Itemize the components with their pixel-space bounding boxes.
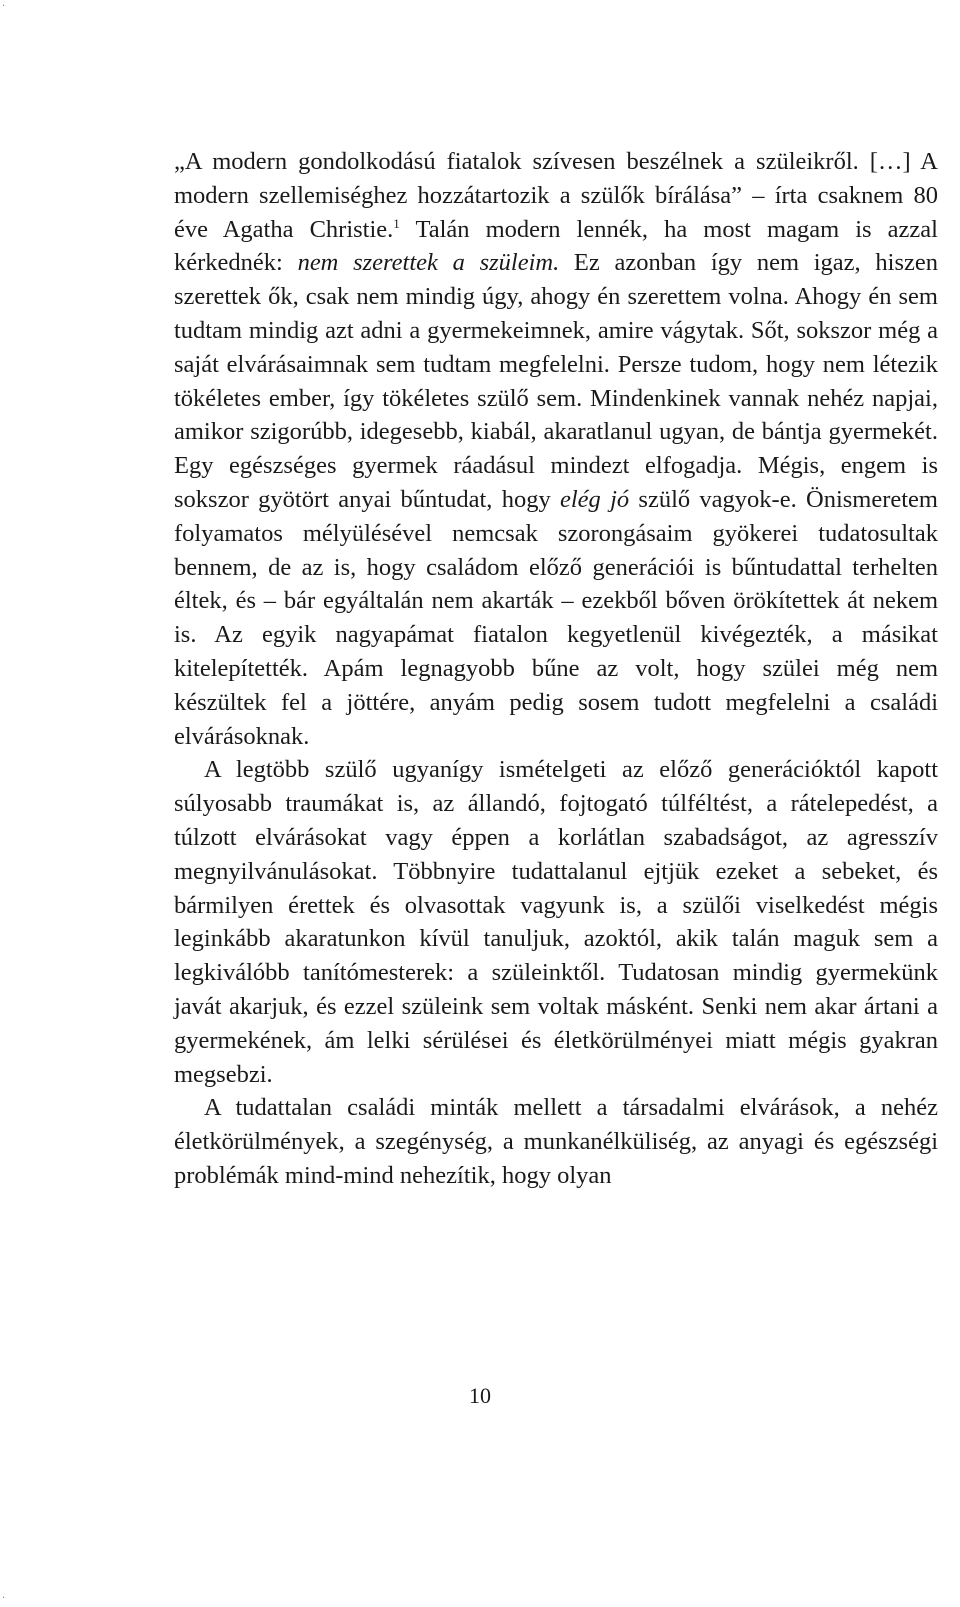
paragraph-1-span-1: „A modern gondolkodású fiatalok szívesen beszélnek a szüleikről. […] A modern szellemiséghez hozzátartozik a szülők bírálása” – írta csaknem 80 éve Agatha Christie.: [174, 148, 938, 243]
paragraph-1-span-7: szülő vagyok-e. Önismeretem folyamatos mélyülésével nemcsak szorongásaim gyökerei tudatosultak bennem, de az is, hogy családom előző generációi is bűntudattal terhelten éltek, és – bár egyáltalán nem akarták – ezekből bőven örökítettek át nekem is. Az egyik nagyapámat fiatalon kegyetlenül kivégezték, a másikat kitelepítették. Apám legnagyobb bűne az volt, hogy szülei még nem készültek fel a jöttére, anyám pedig sosem tudott megfelelni a családi elvárásoknak.: [174, 485, 938, 750]
footnote-reference[interactable]: 1: [393, 215, 400, 231]
paragraph-2: [174, 753, 938, 1091]
crop-mark-bottom-left: .: [2, 1590, 6, 1601]
page-number: 10: [469, 1383, 491, 1408]
paragraph-3: [174, 1091, 938, 1192]
italic-phrase: elég jó: [559, 485, 630, 513]
italic-quote: nem szerettek a szüleim.: [297, 249, 560, 277]
paragraph-1-span-5: Ez azonban így nem igaz, hiszen szerettek ők, csak nem mindig úgy, ahogy én szerettem volna. Ahogy én sem tudtam mindig azt adni a gyermekeimnek, amire vágytak. Sőt, sokszor még a saját elvárásaimnak sem tudtam megfelelni. Persze tudom, hogy nem létezik tökéletes ember, így tökéletes szülő sem. Mindenkinek vannak nehéz napjai, amikor szigorúbb, idegesebb, kiabál, akaratlanul ugyan, de bántja gyermekét. Egy egészséges gyermek ráadásul mindezt elfogadja. Mégis, engem is sokszor gyötört anyai bűntudat, hogy: [174, 249, 938, 513]
paragraph-1-span-3: Talán modern lennék, ha most magam is azzal kérkednék:: [174, 215, 938, 277]
page-body: [174, 145, 938, 1193]
paragraph-2-span-1: A legtöbb szülő ugyanígy ismételgeti az előző generációktól kapott súlyosabb traumákat is, az állandó, fojtogató túlféltést, a rátelepedést, a túlzott elvárásokat vagy éppen a korlátlan szabadságot, az agresszív megnyilvánulásokat. Többnyire tudattalanul ejtjük ezeket a sebeket, és bármilyen érettek és olvasottak vagyunk is, a szülői viselkedést mégis leginkább akaratunkon kívül tanuljuk, azoktól, akik talán maguk sem a legkiválóbb tanítómesterek: a szüleinktől. Tudatosan mindig gyermekünk javát akarjuk, és ezzel szüleink sem voltak másként. Senki nem akar ártani a gyermekének, ám lelki sérülései és életkörülményei miatt mégis gyakran megsebzi.: [174, 756, 938, 1088]
paragraph-1: [174, 145, 938, 753]
paragraph-3-span-1: A tudattalan családi minták mellett a társadalmi elvárások, a nehéz életkörülmények, a szegénység, a munkanélküliség, az anyagi és egészségi problémák mind-mind nehezítik, hogy olyan: [174, 1094, 938, 1189]
crop-mark-top-left: .: [2, 0, 6, 9]
